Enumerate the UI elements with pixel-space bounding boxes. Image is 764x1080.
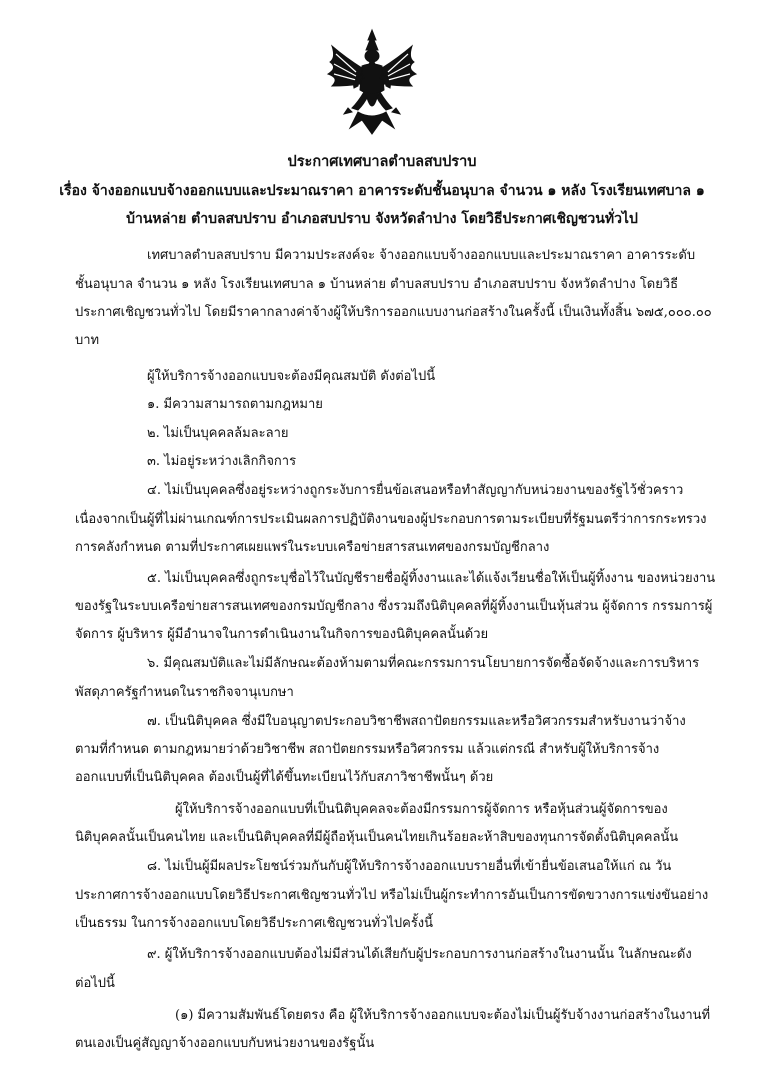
qualification-item-9-line-1: ๙. ผู้ให้บริการจ้างออกแบบต้องไม่มีส่วนได้เสียกับผู้ประกอบการงานก่อสร้างในงานนั้น ในลักษณะดัง bbox=[147, 947, 692, 962]
announcement-title: ประกาศเทศบาลตำบลสบปราบ bbox=[287, 153, 477, 170]
subject-line-2: บ้านหล่าย ตำบลสบปราบ อำเภอสบปราบ จังหวัดลำปาง โดยวิธีประกาศเชิญชวนทั่วไป bbox=[126, 211, 638, 227]
qualification-item-1: ๑. มีความสามารถตามกฎหมาย bbox=[147, 397, 323, 412]
qualification-item-7-note-line-2: นิติบุคคลนั้นเป็นคนไทย และเป็นนิติบุคคลที่มีผู้ถือหุ้นเป็นคนไทยเกินร้อยละห้าสิบของทุนการจัดตั้งนิติบุคคลนั้น bbox=[75, 830, 679, 845]
qualification-item-5-line-3: จัดการ ผู้บริหาร ผู้มีอำนาจในการดำเนินงานในกิจการของนิติบุคคลนั้นด้วย bbox=[75, 627, 489, 642]
subject-line-1: เรื่อง จ้างออกแบบจ้างออกแบบและประมาณราคา อาคารระดับชั้นอนุบาล จำนวน ๑ หลัง โรงเรียนเทศบาล ๑ bbox=[59, 183, 705, 199]
qualification-item-8-line-2: ประกาศการจ้างออกแบบโดยวิธีประกาศเชิญชวนทั่วไป หรือไม่เป็นผู้กระทำการอันเป็นการขัดขวางการแข่งขันอย่าง bbox=[75, 888, 709, 903]
qualification-item-4-line-1: ๔. ไม่เป็นบุคคลซึ่งอยู่ระหว่างถูกระงับการยื่นข้อเสนอหรือทำสัญญากับหน่วยงานของรัฐไว้ชั่วคราว bbox=[147, 483, 684, 498]
qualification-item-9-sub-1-line-2: ตนเองเป็นคู่สัญญาจ้างออกแบบกับหน่วยงานของรัฐนั้น bbox=[75, 1036, 375, 1051]
qualification-item-9-line-2: ต่อไปนี้ bbox=[75, 976, 115, 991]
qualification-item-8-line-1: ๘. ไม่เป็นผู้มีผลประโยชน์ร่วมกันกับผู้ให้บริการจ้างออกแบบรายอื่นที่เข้ายื่นข้อเสนอให้แก่ ณ วัน bbox=[147, 859, 672, 874]
intro-line-2: ชั้นอนุบาล จำนวน ๑ หลัง โรงเรียนเทศบาล ๑ บ้านหล่าย ตำบลสบปราบ อำเภอสบปราบ จังหวัดลำปาง โดยวิธี bbox=[75, 277, 679, 292]
intro-line-4: บาท bbox=[75, 333, 100, 348]
qualification-item-6-line-2: พัสดุภาครัฐกำหนดในราชกิจจานุเบกษา bbox=[75, 685, 294, 700]
qualification-item-5-line-2: ของรัฐในระบบเครือข่ายสารสนเทศของกรมบัญชีกลาง ซึ่งรวมถึงนิติบุคคลที่ผู้ทิ้งงานเป็นหุ้นส่วน ผู้จัดการ กรรมการผู้ bbox=[75, 599, 713, 614]
qualification-item-7-line-2: ตามที่กำหนด ตามกฎหมายว่าด้วยวิชาชีพ สถาปัตยกรรมหรือวิศวกรรม แล้วแต่กรณี สำหรับผู้ให้บริการจ้าง bbox=[75, 742, 660, 757]
qualification-item-5-line-1: ๕. ไม่เป็นบุคคลซึ่งถูกระบุชื่อไว้ในบัญชีรายชื่อผู้ทิ้งงานและได้แจ้งเวียนชื่อให้เป็นผู้ทิ้งงาน ของหน่วยงาน bbox=[147, 571, 716, 586]
qualification-item-7-note-line-1: ผู้ให้บริการจ้างออกแบบที่เป็นนิติบุคคลจะต้องมีกรรมการผู้จัดการ หรือหุ้นส่วนผู้จัดการของ bbox=[175, 802, 668, 817]
qualification-item-8-line-3: เป็นธรรม ในการจ้างออกแบบโดยวิธีประกาศเชิญชวนทั่วไปครั้งนี้ bbox=[75, 916, 434, 931]
intro-line-3: ประกาศเชิญชวนทั่วไป โดยมีราคากลางค่าจ้างผู้ให้บริการออกแบบงานก่อสร้างในครั้งนี้ เป็นเงินทั้งสิ้น ๖๗๕,๐๐๐.๐๐ bbox=[75, 305, 712, 320]
qualification-item-6-line-1: ๖. มีคุณสมบัติและไม่มีลักษณะต้องห้ามตามที่คณะกรรมการนโยบายการจัดซื้อจัดจ้างและการบริหาร bbox=[147, 656, 700, 671]
qualification-item-7-line-1: ๗. เป็นนิติบุคคล ซึ่งมีใบอนุญาตประกอบวิชาชีพสถาปัตยกรรมและหรือวิศวกรรมสำหรับงานว่าจ้าง bbox=[147, 714, 686, 729]
qualification-item-3: ๓. ไม่อยู่ระหว่างเลิกกิจการ bbox=[147, 454, 297, 469]
qualification-item-7-line-3: ออกแบบที่เป็นนิติบุคคล ต้องเป็นผู้ที่ได้ขึ้นทะเบียนไว้กับสภาวิชาชีพนั้นๆ ด้วย bbox=[75, 770, 494, 785]
qualification-item-4-line-2: เนื่องจากเป็นผู้ที่ไม่ผ่านเกณฑ์การประเมินผลการปฏิบัติงานของผู้ประกอบการตามระเบียบที่รัฐมนตรีว่าการกระทรวง bbox=[75, 512, 707, 527]
qualification-item-2: ๒. ไม่เป็นบุคคลล้มละลาย bbox=[147, 426, 289, 441]
garuda-emblem-icon bbox=[322, 28, 422, 138]
qualification-item-4-line-3: การคลังกำหนด ตามที่ประกาศเผยแพร่ในระบบเครือข่ายสารสนเทศของกรมบัญชีกลาง bbox=[75, 540, 550, 555]
qualification-item-9-sub-1-line-1: (๑) มีความสัมพันธ์โดยตรง คือ ผู้ให้บริการจ้างออกแบบจะต้องไม่เป็นผู้รับจ้างงานก่อสร้างในงานที่ bbox=[175, 1008, 711, 1023]
intro-line-1: เทศบาลตำบลสบปราบ มีความประสงค์จะ จ้างออกแบบจ้างออกแบบและประมาณราคา อาคารระดับ bbox=[147, 248, 696, 263]
qualifications-heading: ผู้ให้บริการจ้างออกแบบจะต้องมีคุณสมบัติ ดังต่อไปนี้ bbox=[147, 369, 436, 384]
